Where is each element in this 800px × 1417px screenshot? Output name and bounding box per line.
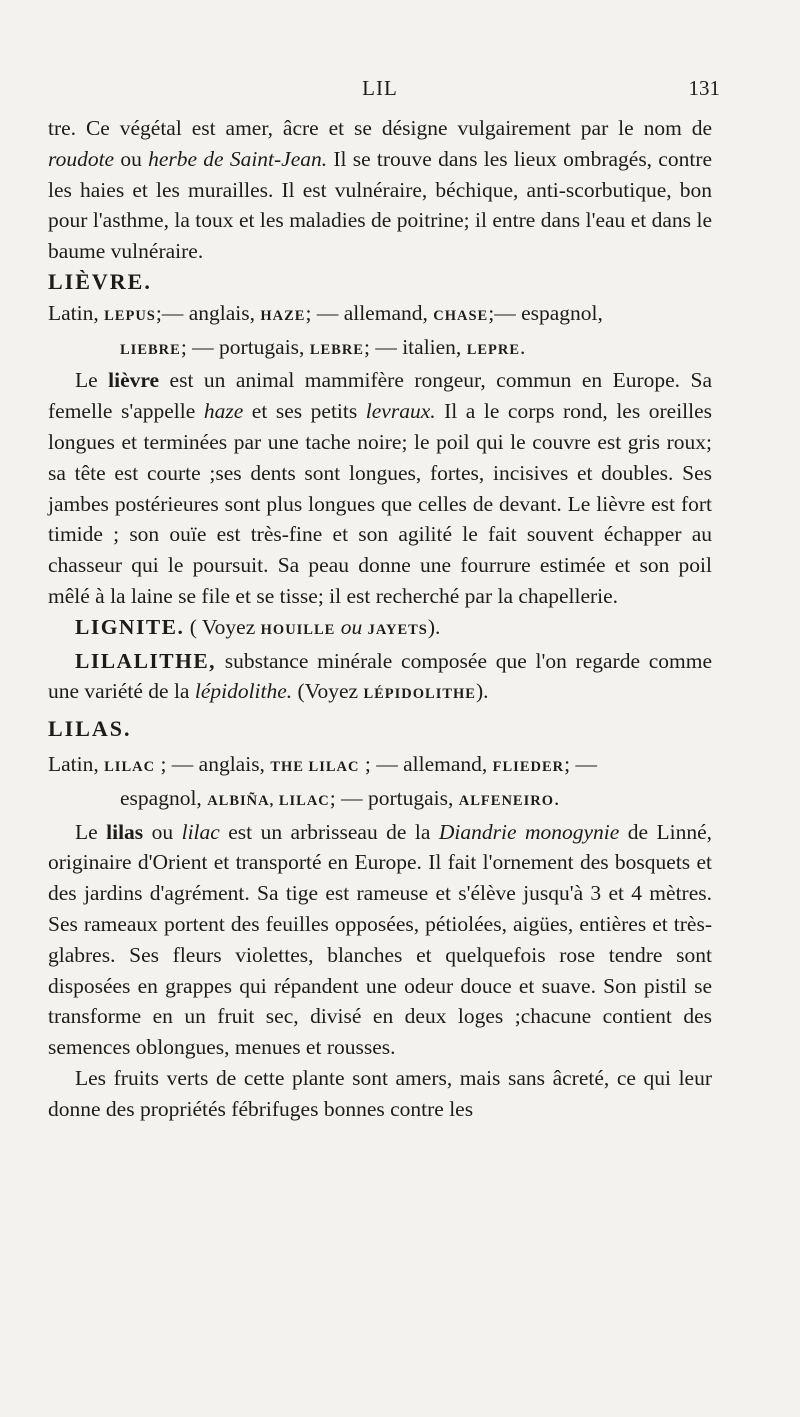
lilas-fruits-paragraph: Les fruits verts de cette plante sont amers, mais sans âcreté, ce qui leur donne des propriétés fébrifuges bonnes contre les (48, 1065, 712, 1121)
entry-lignite: LIGNITE. ( Voyez HOUILLE ou JAYETS). (75, 614, 441, 639)
heading-lievre: LIÈVRE. (48, 268, 152, 294)
entry-lilalithe: LILALITHE, substance minérale composée que l'on regarde comme une variété de la lépidolithe. (Voyez LÉPIDOLITHE). (48, 648, 713, 704)
lievre-translations: Latin, LEPUS;— anglais, HAZE; — allemand, CHASE;— espagnol, LIEBRE; — portugais, LEBRE; — italien, LEPRE. (48, 300, 603, 359)
page-number: 131 (688, 76, 720, 100)
heading-lilas: LILAS. (48, 716, 132, 742)
running-title: LIL (362, 76, 398, 100)
page-body (48, 113, 712, 1125)
lievre-description: Le lièvre est un animal mammifère rongeur, commun en Europe. Sa femelle s'appelle haze et ses petits levraux. Il a le corps rond, les oreilles longues et terminées par une tache noire; le poil qui le couvre est gris roux; sa tête est courte ;ses dents sont longues, fortes, incisives et doubles. Ses jambes postérieures sont plus longues que celles de devant. Le lièvre est fort timide ; son ouïe est très-fine et son agilité le fait souvent échapper au chasseur qui le poursuit. Sa peau donne une fourrure estimée et son poil mêlé à la laine se file et se tisse; il est recherché par la chapellerie. (48, 368, 713, 608)
running-header (48, 76, 720, 106)
paragraph-continued: tre. Ce végétal est amer, âcre et se désigne vulgairement par le nom de roudote ou herbe de Saint-Jean. Il se trouve dans les lieux ombragés, contre les haies et les murailles. Il est vulnéraire, béchique, anti-scorbutique, bon pour l'asthme, la toux et les maladies de poitrine; il entre dans l'eau et dans le baume vulnéraire. (48, 116, 713, 264)
lilas-description: Le lilas ou lilac est un arbrisseau de la Diandrie monogynie de Linné, originaire d'Orient et transporté en Europe. Il fait l'ornement des bosquets et des jardins d'agrément. Sa tige est rameuse et s'élève jusqu'à 3 et 4 mètres. Ses rameaux portent des feuilles opposées, pétiolées, aigües, entières et très-glabres. Ses fleurs violettes, blanches et quelquefois rose tendre sont disposées en grappes qui répandent une odeur douce et suave. Son pistil se transforme en un fruit sec, divisé en deux loges ;chacune contient des semences oblongues, menues et rousses. (48, 819, 713, 1060)
lilas-translations: Latin, LILAC ; — anglais, THE LILAC ; — allemand, FLIEDER; — espagnol, ALBIÑA, LILAC; — portugais, ALFENEIRO. (48, 751, 597, 810)
